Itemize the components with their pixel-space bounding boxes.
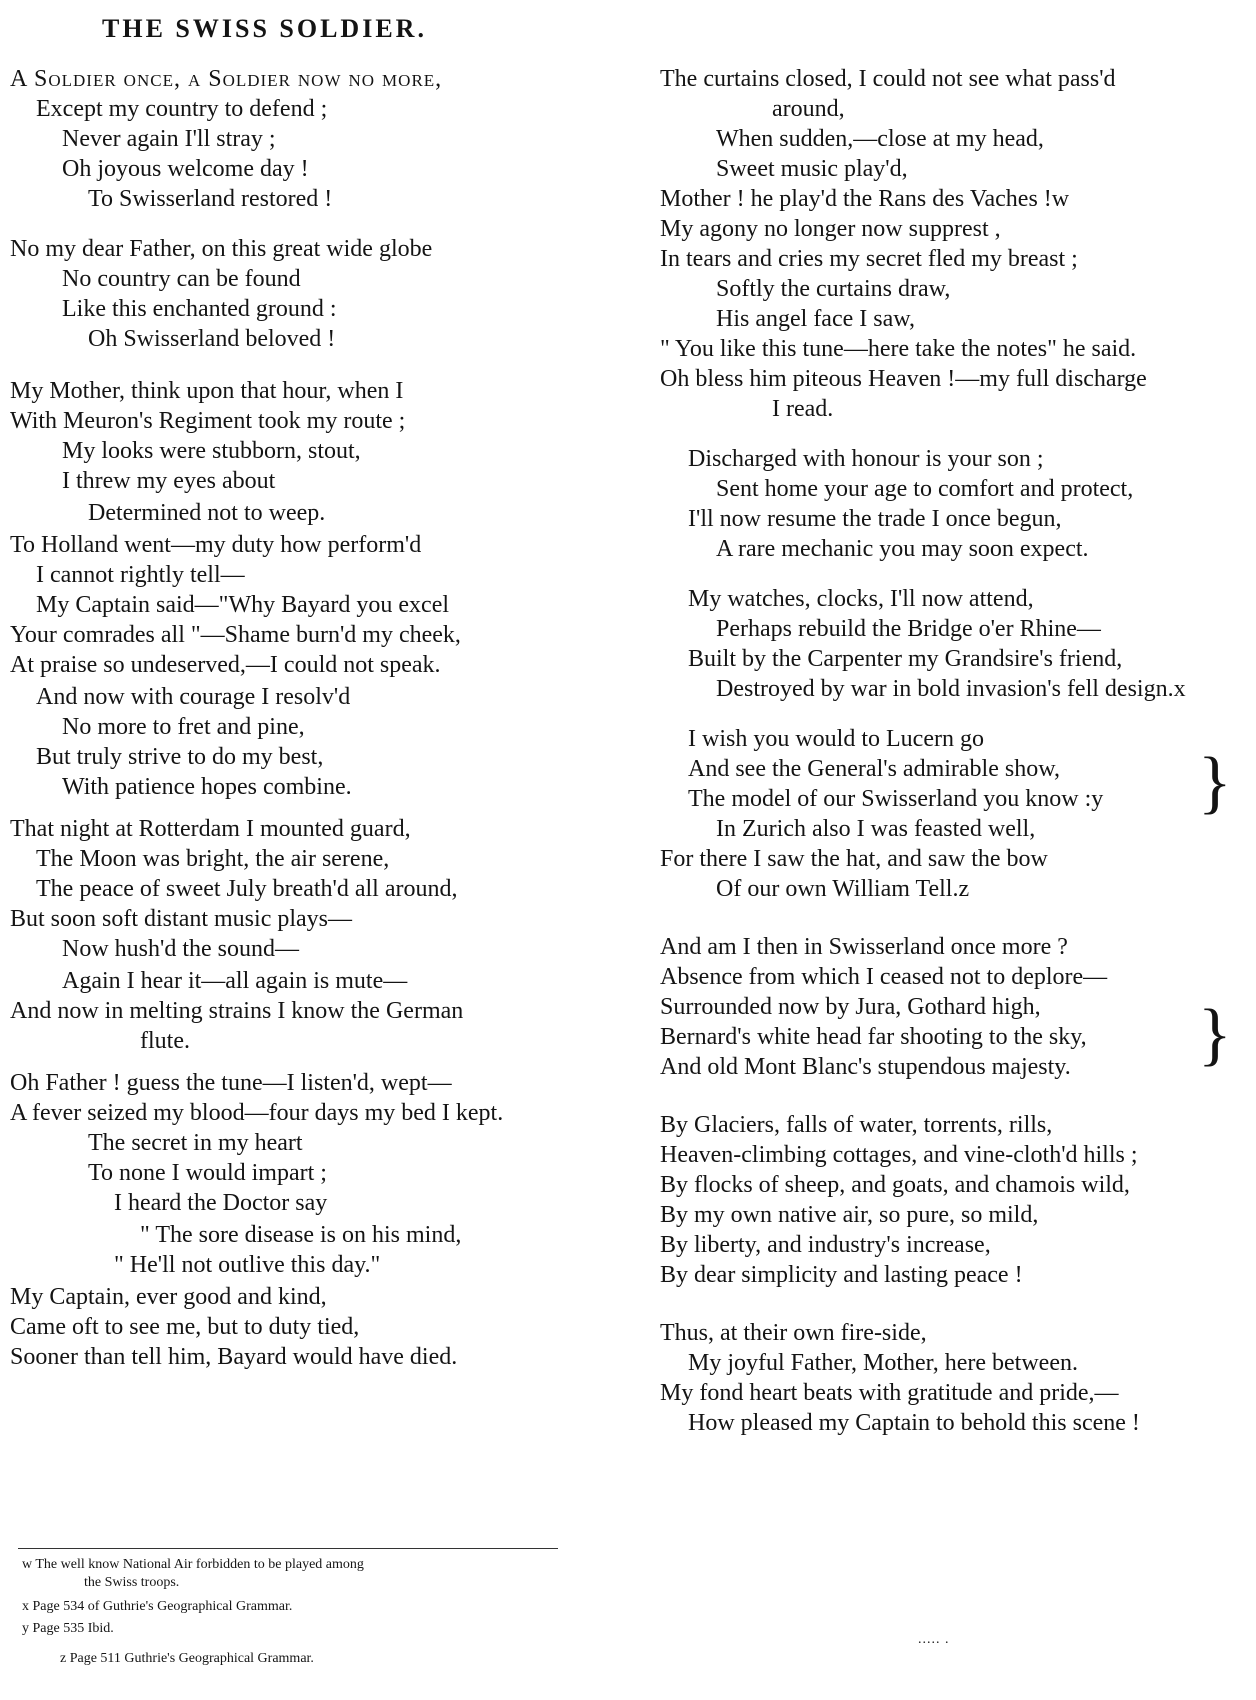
poem-line: And now in melting strains I know the German xyxy=(10,998,464,1024)
poem-line: Discharged with honour is your son ; xyxy=(688,446,1044,472)
poem-line: My agony no longer now supprest , xyxy=(660,216,1001,242)
poem-line: Destroyed by war in bold invasion's fell design.x xyxy=(716,676,1186,702)
poem-line: A rare mechanic you may soon expect. xyxy=(716,536,1089,562)
poem-line: My fond heart beats with gratitude and pride,— xyxy=(660,1380,1119,1406)
poem-line: Oh Swisserland beloved ! xyxy=(88,326,336,352)
poem-line: Softly the curtains draw, xyxy=(716,276,951,302)
poem-line: Heaven-climbing cottages, and vine-cloth'd hills ; xyxy=(660,1142,1138,1168)
poem-line: Absence from which I ceased not to deplore— xyxy=(660,964,1108,990)
poem-line: But truly strive to do my best, xyxy=(36,744,324,770)
poem-line: When sudden,—close at my head, xyxy=(716,126,1044,152)
poem-line: By Glaciers, falls of water, torrents, rills, xyxy=(660,1112,1053,1138)
footnote-w-continued: the Swiss troops. xyxy=(84,1575,180,1590)
poem-line: Never again I'll stray ; xyxy=(62,126,276,152)
poem-line: Sweet music play'd, xyxy=(716,156,908,182)
poem-line: The model of our Swisserland you know :y xyxy=(688,786,1104,812)
poem-line: To none I would impart ; xyxy=(88,1160,327,1186)
poem-line: around, xyxy=(772,96,845,122)
poem-line: How pleased my Captain to behold this scene ! xyxy=(688,1410,1140,1436)
poem-line: A Soldier once, a Soldier now no more, xyxy=(10,66,443,92)
poem-line: My looks were stubborn, stout, xyxy=(62,438,361,464)
poem-line: Came oft to see me, but to duty tied, xyxy=(10,1314,360,1340)
poem-line: Oh bless him piteous Heaven !—my full discharge xyxy=(660,366,1147,392)
poem-line: Except my country to defend ; xyxy=(36,96,328,122)
poem-line: Now hush'd the sound— xyxy=(62,936,299,962)
footnote-x: x Page 534 of Guthrie's Geographical Grammar. xyxy=(22,1599,293,1614)
poem-line: A fever seized my blood—four days my bed I kept. xyxy=(10,1100,504,1126)
poem-line: To Holland went—my duty how perform'd xyxy=(10,532,422,558)
poem-line: " The sore disease is on his mind, xyxy=(140,1222,462,1248)
poem-line: Bernard's white head far shooting to the sky, xyxy=(660,1024,1087,1050)
poem-line: Again I hear it—all again is mute— xyxy=(62,968,408,994)
poem-line: By flocks of sheep, and goats, and chamois wild, xyxy=(660,1172,1130,1198)
poem-line: In tears and cries my secret fled my breast ; xyxy=(660,246,1078,272)
poem-line: With Meuron's Regiment took my route ; xyxy=(10,408,406,434)
poem-line: No country can be found xyxy=(62,266,301,292)
page-title: THE SWISS SOLDIER. xyxy=(102,14,427,43)
poem-line: Sent home your age to comfort and protect, xyxy=(716,476,1134,502)
poem-line: " You like this tune—here take the notes" he said. xyxy=(660,336,1137,362)
poem-line: By my own native air, so pure, so mild, xyxy=(660,1202,1039,1228)
footnote-z: z Page 511 Guthrie's Geographical Grammar. xyxy=(60,1651,314,1666)
poem-line: In Zurich also I was feasted well, xyxy=(716,816,1036,842)
poem-line: By liberty, and industry's increase, xyxy=(660,1232,991,1258)
poem-line: And old Mont Blanc's stupendous majesty. xyxy=(660,1054,1071,1080)
poem-line: " He'll not outlive this day." xyxy=(114,1252,381,1278)
poem-line: Thus, at their own fire-side, xyxy=(660,1320,927,1346)
poem-line: My joyful Father, Mother, here between. xyxy=(688,1350,1078,1376)
poem-line: Surrounded now by Jura, Gothard high, xyxy=(660,994,1041,1020)
poem-line: But soon soft distant music plays— xyxy=(10,906,352,932)
poem-line: At praise so undeserved,—I could not speak. xyxy=(10,652,441,678)
footnote-w: w The well know National Air forbidden to be played among xyxy=(22,1557,364,1572)
poem-line: And see the General's admirable show, xyxy=(688,756,1060,782)
poem-line: No my dear Father, on this great wide globe xyxy=(10,236,433,262)
poem-line: Built by the Carpenter my Grandsire's friend, xyxy=(688,646,1123,672)
poem-line: By dear simplicity and lasting peace ! xyxy=(660,1262,1023,1288)
poem-line: flute. xyxy=(140,1028,190,1054)
poem-line: To Swisserland restored ! xyxy=(88,186,333,212)
poem-line: The secret in my heart xyxy=(88,1130,303,1156)
poem-line: I threw my eyes about xyxy=(62,468,276,494)
poem-line: For there I saw the hat, and saw the bow xyxy=(660,846,1048,872)
right-brace: } xyxy=(1198,744,1232,821)
footnote-y: y Page 535 Ibid. xyxy=(22,1621,114,1636)
poem-line: Oh Father ! guess the tune—I listen'd, wept— xyxy=(10,1070,452,1096)
poem-line: My watches, clocks, I'll now attend, xyxy=(688,586,1034,612)
poem-line: I'll now resume the trade I once begun, xyxy=(688,506,1062,532)
poem-line: No more to fret and pine, xyxy=(62,714,305,740)
poem-line: Mother ! he play'd the Rans des Vaches !w xyxy=(660,186,1070,212)
poem-line: My Captain, ever good and kind, xyxy=(10,1284,327,1310)
footnote-divider xyxy=(18,1548,558,1549)
poem-line: Sooner than tell him, Bayard would have died. xyxy=(10,1344,458,1370)
poem-line: The peace of sweet July breath'd all around, xyxy=(36,876,458,902)
poem-line: The Moon was bright, the air serene, xyxy=(36,846,390,872)
poem-line: Oh joyous welcome day ! xyxy=(62,156,309,182)
poem-line: My Mother, think upon that hour, when I xyxy=(10,378,404,404)
poem-line: His angel face I saw, xyxy=(716,306,916,332)
end-mark: ..... . xyxy=(918,1632,950,1647)
poem-line: The curtains closed, I could not see what pass'd xyxy=(660,66,1116,92)
poem-line: And now with courage I resolv'd xyxy=(36,684,351,710)
poem-line: Perhaps rebuild the Bridge o'er Rhine— xyxy=(716,616,1101,642)
poem-line: And am I then in Swisserland once more ? xyxy=(660,934,1068,960)
poem-line: Like this enchanted ground : xyxy=(62,296,337,322)
poem-line: I heard the Doctor say xyxy=(114,1190,328,1216)
poem-line: My Captain said—"Why Bayard you excel xyxy=(36,592,450,618)
right-brace: } xyxy=(1198,996,1232,1073)
poem-line: With patience hopes combine. xyxy=(62,774,352,800)
poem-line: Your comrades all "—Shame burn'd my cheek, xyxy=(10,622,461,648)
poem-line: I read. xyxy=(772,396,834,422)
poem-line: Determined not to weep. xyxy=(88,500,326,526)
poem-line: That night at Rotterdam I mounted guard, xyxy=(10,816,411,842)
poem-line: Of our own William Tell.z xyxy=(716,876,970,902)
poem-line: I cannot rightly tell— xyxy=(36,562,245,588)
poem-line: I wish you would to Lucern go xyxy=(688,726,984,752)
